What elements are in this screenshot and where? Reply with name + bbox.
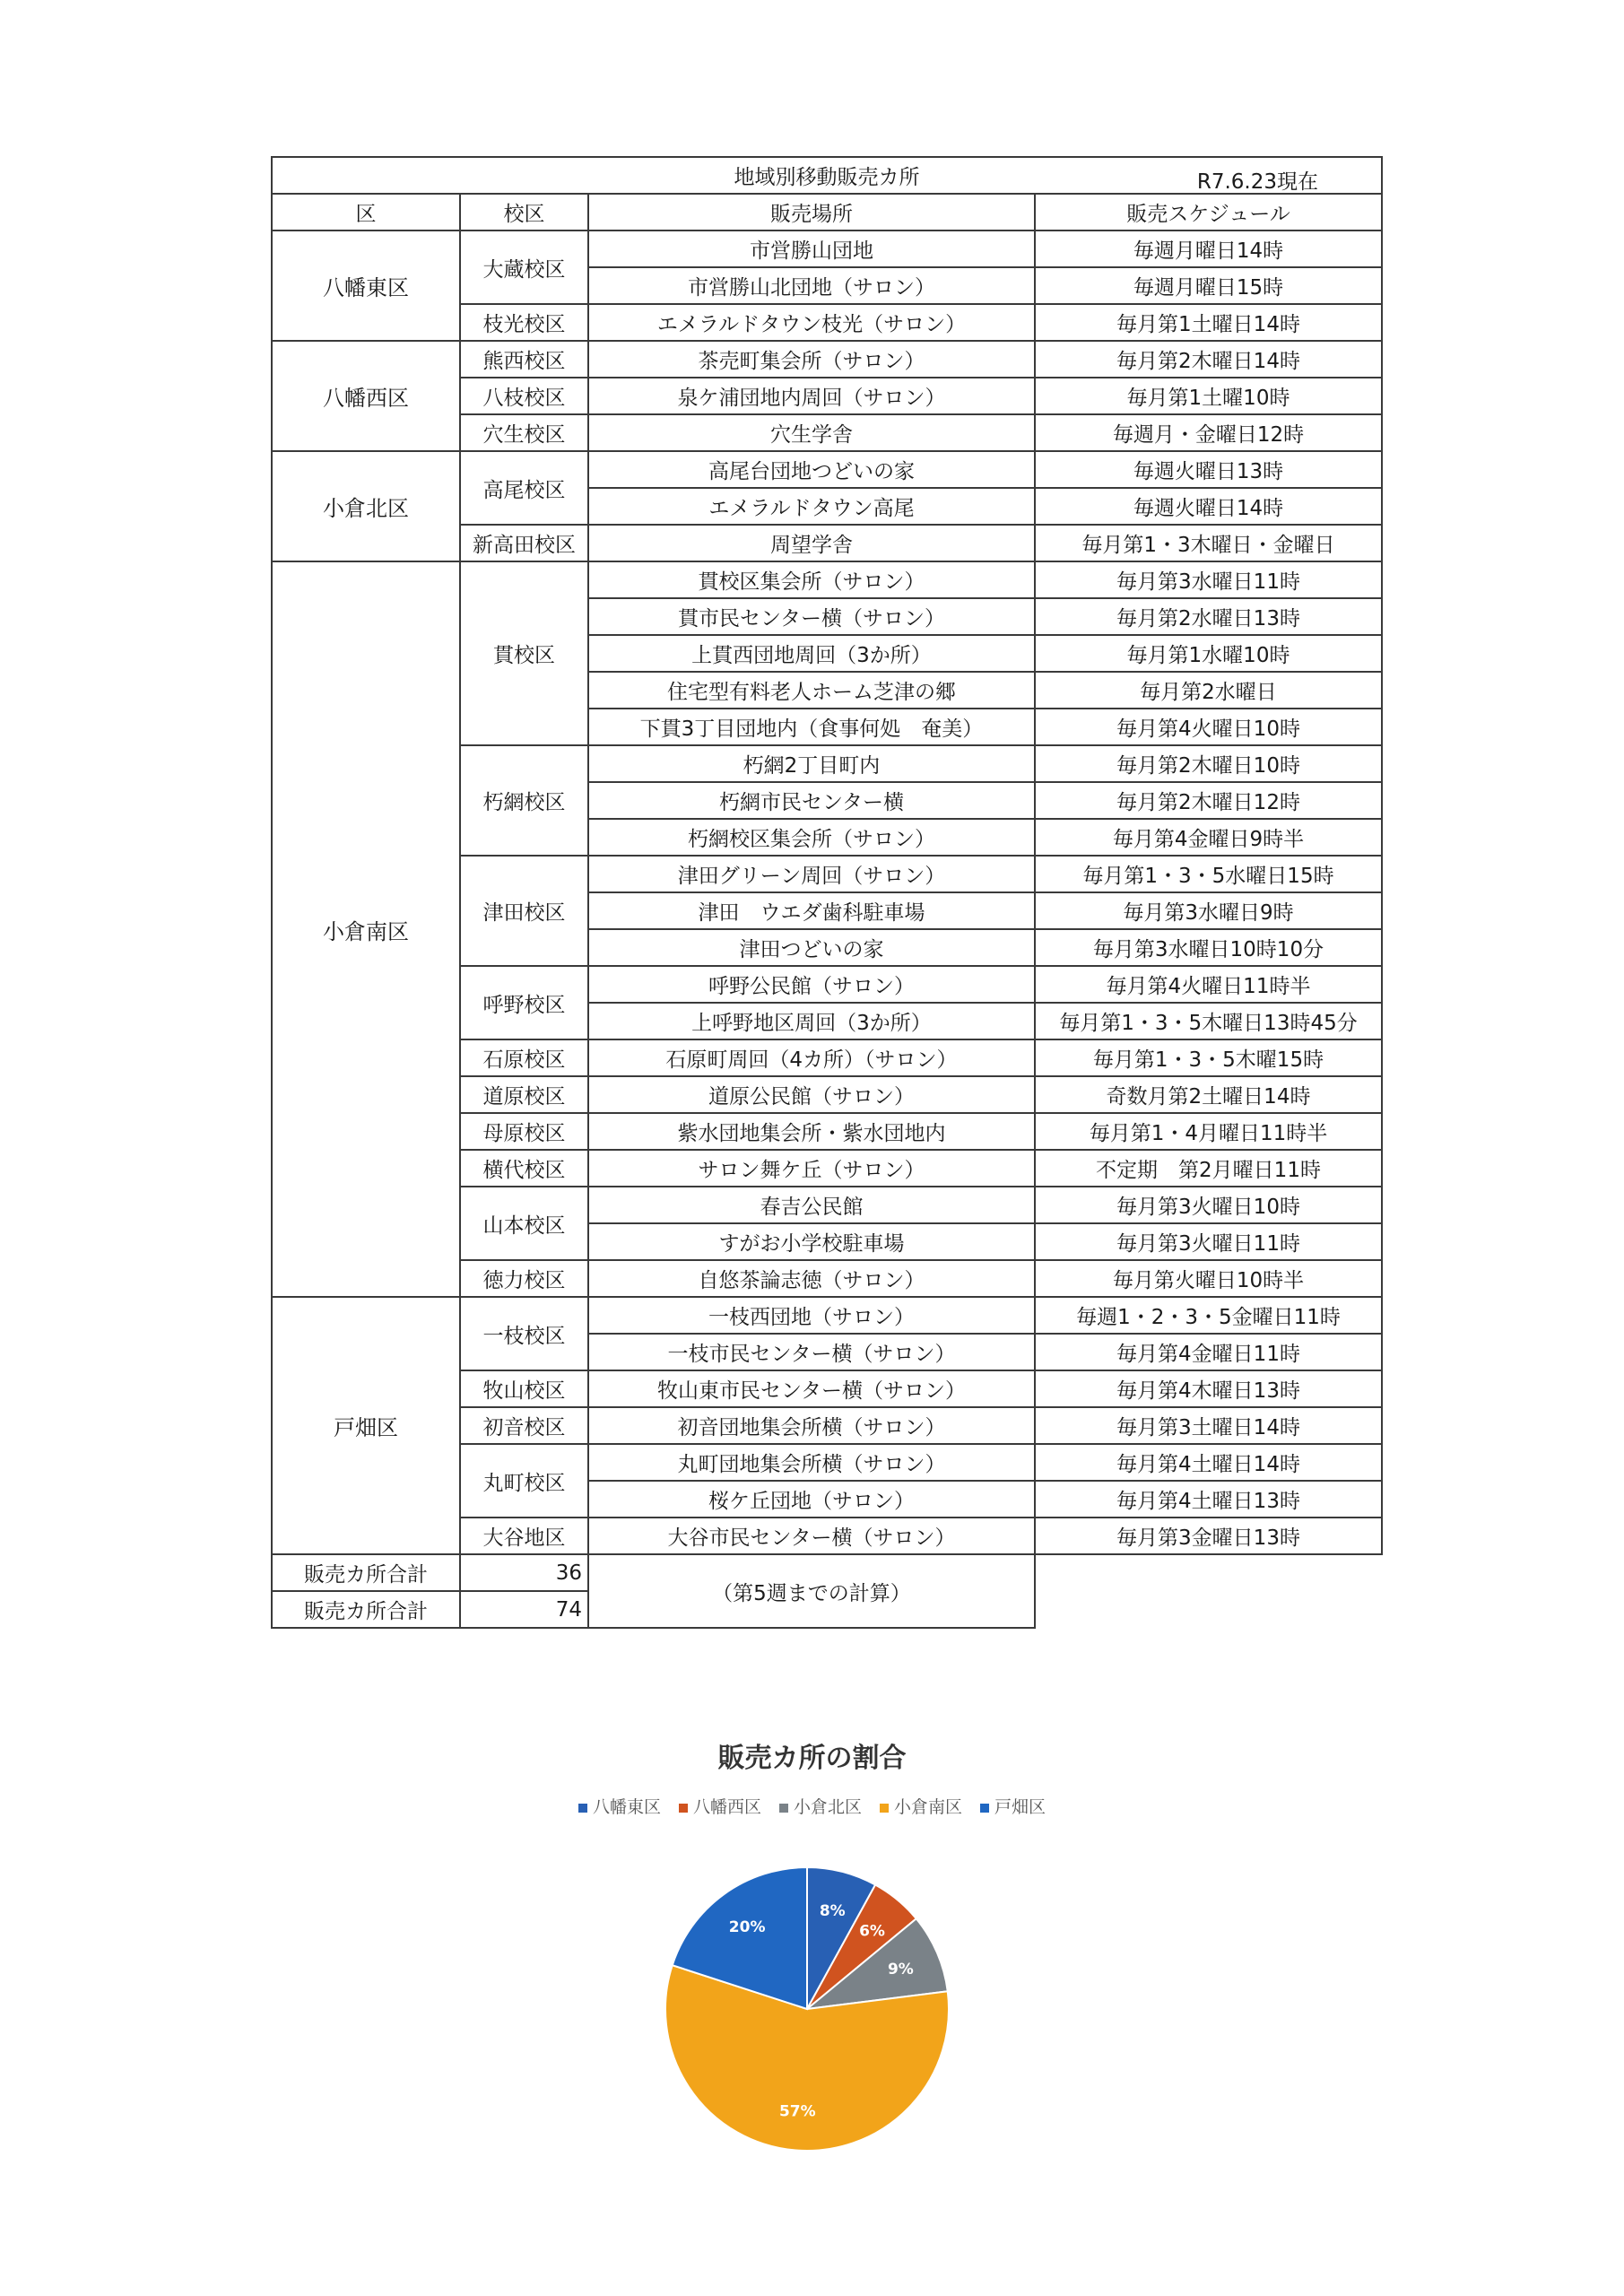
schedule-cell: 毎月第4火曜日10時 (1035, 709, 1382, 745)
legend-label: 八幡東区 (592, 1797, 661, 1817)
table-row (272, 561, 1382, 598)
school-cell: 穴生校区 (460, 414, 588, 451)
place-cell: 一枝西団地（サロン） (588, 1297, 1035, 1334)
school-cell: 新高田校区 (460, 525, 588, 561)
schedule-cell: 毎週火曜日14時 (1035, 488, 1382, 525)
place-cell: 茶売町集会所（サロン） (588, 341, 1035, 378)
legend-swatch (679, 1804, 688, 1813)
place-cell: エメラルドタウン高尾 (588, 488, 1035, 525)
place-cell: 穴生学舎 (588, 414, 1035, 451)
place-cell: 道原公民館（サロン） (588, 1076, 1035, 1113)
total-label: 販売カ所合計 (272, 1591, 460, 1628)
place-cell: 下貫3丁目団地内（食事何処 奄美） (588, 709, 1035, 745)
sales-location-table (271, 156, 1383, 1629)
pie-slice-label: 8% (819, 1901, 846, 1920)
schedule-cell: 毎月第4木曜日13時 (1035, 1370, 1382, 1407)
table-header-row (272, 194, 1382, 230)
ward-cell: 小倉南区 (272, 561, 460, 1297)
schedule-cell: 奇数月第2土曜日14時 (1035, 1076, 1382, 1113)
place-cell: 自悠茶論志徳（サロン） (588, 1260, 1035, 1297)
legend-swatch (779, 1804, 788, 1813)
place-cell: 高尾台団地つどいの家 (588, 451, 1035, 488)
place-cell: 初音団地集会所横（サロン） (588, 1407, 1035, 1444)
legend-label: 小倉南区 (894, 1797, 963, 1817)
school-cell: 呼野校区 (460, 966, 588, 1039)
legend-swatch (578, 1804, 587, 1813)
legend-swatch (980, 1804, 989, 1813)
ward-cell: 小倉北区 (272, 451, 460, 561)
schedule-cell: 毎月第3水曜日10時10分 (1035, 929, 1382, 966)
place-cell: 石原町周回（4カ所）（サロン） (588, 1039, 1035, 1076)
table-row (272, 1297, 1382, 1334)
school-cell: 道原校区 (460, 1076, 588, 1113)
table-body (272, 157, 1382, 1554)
header-ward: 区 (272, 194, 460, 230)
place-cell: 市営勝山北団地（サロン） (588, 267, 1035, 304)
schedule-cell: 毎月第4金曜日9時半 (1035, 819, 1382, 856)
schedule-cell: 毎月第3土曜日14時 (1035, 1407, 1382, 1444)
place-cell: 桜ケ丘団地（サロン） (588, 1481, 1035, 1518)
ward-cell: 八幡西区 (272, 341, 460, 451)
legend-item (980, 1794, 1046, 1818)
ward-cell: 戸畑区 (272, 1297, 460, 1554)
table-row (272, 451, 1382, 488)
chart-legend (0, 1794, 1624, 1818)
place-cell: 貫校区集会所（サロン） (588, 561, 1035, 598)
schedule-cell: 毎月第3金曜日13時 (1035, 1518, 1382, 1554)
school-cell: 枝光校区 (460, 304, 588, 341)
ward-cell: 八幡東区 (272, 230, 460, 341)
place-cell: サロン舞ケ丘（サロン） (588, 1150, 1035, 1187)
table-title-cell (272, 157, 1382, 194)
place-cell: 朽網校区集会所（サロン） (588, 819, 1035, 856)
schedule-cell: 毎月第2木曜日12時 (1035, 782, 1382, 819)
place-cell: 牧山東市民センター横（サロン） (588, 1370, 1035, 1407)
pie-slice-label: 20% (728, 1918, 766, 1936)
school-cell: 大谷地区 (460, 1518, 588, 1554)
chart-title: 販売カ所の割合 (717, 1743, 907, 1774)
schedule-cell: 毎月第3水曜日9時 (1035, 892, 1382, 929)
schedule-cell: 毎月第3火曜日11時 (1035, 1223, 1382, 1260)
place-cell: 貫市民センター横（サロン） (588, 598, 1035, 635)
header-schedule: 販売スケジュール (1035, 194, 1382, 230)
legend-item (578, 1794, 661, 1818)
table-row (272, 230, 1382, 267)
total-value: 74 (460, 1591, 588, 1628)
legend-label: 戸畑区 (994, 1797, 1046, 1817)
school-cell: 津田校区 (460, 856, 588, 966)
schedule-cell: 毎月第1・3・5水曜日15時 (1035, 856, 1382, 892)
place-cell: 上貫西団地周回（3か所） (588, 635, 1035, 672)
table-date: R7.6.23現在 (1196, 170, 1318, 194)
place-cell: 紫水団地集会所・紫水団地内 (588, 1113, 1035, 1150)
schedule-cell: 毎月第1・3木曜日・金曜日 (1035, 525, 1382, 561)
school-cell: 一枝校区 (460, 1297, 588, 1370)
schedule-cell: 毎月第火曜日10時半 (1035, 1260, 1382, 1297)
schedule-cell: 毎月第1水曜10時 (1035, 635, 1382, 672)
schedule-cell: 毎月第1土曜日14時 (1035, 304, 1382, 341)
place-cell: 朽網2丁目町内 (588, 745, 1035, 782)
schedule-cell: 毎週火曜日13時 (1035, 451, 1382, 488)
schedule-cell: 毎週月・金曜日12時 (1035, 414, 1382, 451)
pie-slice-label: 9% (887, 1960, 914, 1979)
table-row (272, 341, 1382, 378)
total-label: 販売カ所合計 (272, 1554, 460, 1591)
header-school: 校区 (460, 194, 588, 230)
schedule-cell: 毎月第3水曜日11時 (1035, 561, 1382, 598)
place-cell: 呼野公民館（サロン） (588, 966, 1035, 1003)
schedule-cell: 毎月第4土曜日13時 (1035, 1481, 1382, 1518)
place-cell: 周望学舎 (588, 525, 1035, 561)
school-cell: 山本校区 (460, 1187, 588, 1260)
school-cell: 石原校区 (460, 1039, 588, 1076)
totals-blank (1035, 1554, 1382, 1628)
header-place: 販売場所 (588, 194, 1035, 230)
schedule-cell: 毎月第1・3・5木曜15時 (1035, 1039, 1382, 1076)
school-cell: 丸町校区 (460, 1444, 588, 1518)
schedule-cell: 毎月第3火曜日10時 (1035, 1187, 1382, 1223)
place-cell: 一枝市民センター横（サロン） (588, 1334, 1035, 1370)
school-cell: 朽網校区 (460, 745, 588, 856)
table-title: 地域別移動販売カ所 (734, 166, 920, 189)
legend-swatch (880, 1804, 889, 1813)
legend-label: 八幡西区 (692, 1797, 761, 1817)
school-cell: 貫校区 (460, 561, 588, 745)
legend-item (880, 1794, 962, 1818)
schedule-cell: 毎月第1土曜10時 (1035, 378, 1382, 414)
totals-note: （第5週までの計算） (588, 1554, 1035, 1628)
place-cell: 丸町団地集会所横（サロン） (588, 1444, 1035, 1481)
place-cell: エメラルドタウン枝光（サロン） (588, 304, 1035, 341)
schedule-cell: 不定期 第2月曜日11時 (1035, 1150, 1382, 1187)
place-cell: 市営勝山団地 (588, 230, 1035, 267)
place-cell: 春吉公民館 (588, 1187, 1035, 1223)
place-cell: 津田 ウエダ歯科駐車場 (588, 892, 1035, 929)
school-cell: 八枝校区 (460, 378, 588, 414)
pie-chart (628, 1830, 986, 2188)
table-title-row (272, 157, 1382, 194)
place-cell: 津田つどいの家 (588, 929, 1035, 966)
pie-slice-label: 57% (778, 2102, 816, 2121)
schedule-cell: 毎月第4火曜日11時半 (1035, 966, 1382, 1003)
schedule-cell: 毎月第1・4月曜日11時半 (1035, 1113, 1382, 1150)
place-cell: 大谷市民センター横（サロン） (588, 1518, 1035, 1554)
place-cell: 泉ケ浦団地内周回（サロン） (588, 378, 1035, 414)
total-value: 36 (460, 1554, 588, 1591)
schedule-cell: 毎月第2水曜日13時 (1035, 598, 1382, 635)
schedule-cell: 毎月第4金曜日11時 (1035, 1334, 1382, 1370)
place-cell: 朽網市民センター横 (588, 782, 1035, 819)
school-cell: 大蔵校区 (460, 230, 588, 304)
school-cell: 横代校区 (460, 1150, 588, 1187)
schedule-cell: 毎月第4土曜日14時 (1035, 1444, 1382, 1481)
legend-label: 小倉北区 (793, 1797, 862, 1817)
school-cell: 熊西校区 (460, 341, 588, 378)
totals-section (272, 1554, 1382, 1628)
place-cell: 住宅型有料老人ホーム芝津の郷 (588, 672, 1035, 709)
schedule-cell: 毎月第2水曜日 (1035, 672, 1382, 709)
school-cell: 初音校区 (460, 1407, 588, 1444)
school-cell: 徳力校区 (460, 1260, 588, 1297)
pie-slice-label: 6% (859, 1922, 885, 1941)
legend-item (779, 1794, 862, 1818)
legend-item (679, 1794, 761, 1818)
place-cell: 上呼野地区周回（3か所） (588, 1003, 1035, 1039)
schedule-cell: 毎月第1・3・5木曜日13時45分 (1035, 1003, 1382, 1039)
place-cell: すがお小学校駐車場 (588, 1223, 1035, 1260)
school-cell: 牧山校区 (460, 1370, 588, 1407)
schedule-cell: 毎月第2木曜日10時 (1035, 745, 1382, 782)
schedule-cell: 毎週1・2・3・5金曜日11時 (1035, 1297, 1382, 1334)
place-cell: 津田グリーン周回（サロン） (588, 856, 1035, 892)
schedule-cell: 毎月第2木曜日14時 (1035, 341, 1382, 378)
schedule-cell: 毎週月曜日15時 (1035, 267, 1382, 304)
school-cell: 母原校区 (460, 1113, 588, 1150)
school-cell: 高尾校区 (460, 451, 588, 525)
totals-row (272, 1554, 1382, 1591)
schedule-cell: 毎週月曜日14時 (1035, 230, 1382, 267)
